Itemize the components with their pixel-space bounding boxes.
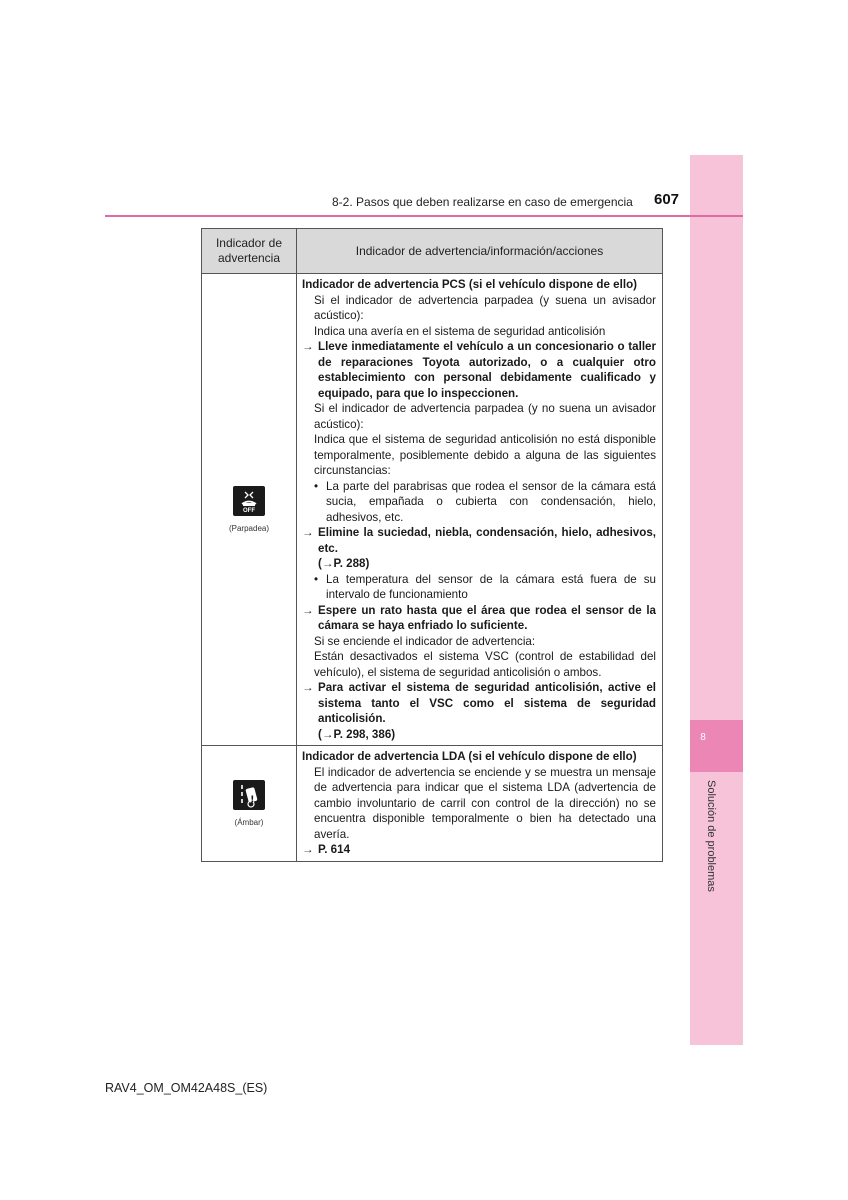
action-item <box>302 525 656 572</box>
section-title: 8-2. Pasos que deben realizarse en caso de emergencia <box>332 195 633 209</box>
indicator-cell <box>202 746 297 862</box>
arrow-icon: → <box>302 340 314 353</box>
table-row <box>202 746 663 862</box>
warning-indicator-table <box>201 228 663 862</box>
arrow-icon: → <box>302 681 314 694</box>
arrow-icon: → <box>302 843 314 856</box>
table-row <box>202 274 663 746</box>
chapter-number: 8 <box>700 732 706 743</box>
lda-lane-departure-icon <box>233 780 265 810</box>
header-rule <box>105 215 743 217</box>
paragraph: Indica una avería en el sistema de seguridad anticolisión <box>314 324 606 338</box>
paragraph: Indica que el sistema de seguridad anticolisión no está disponible temporalmente, posiblemente debido a alguna de las siguientes circunstancias: <box>314 433 656 477</box>
arrow-icon: → <box>302 603 314 617</box>
bullet-item <box>302 572 656 603</box>
action-text: Para activar el sistema de seguridad anticolisión, active el sistema tanto el VSC como el sistema de seguridad anticolisión. <box>318 681 656 725</box>
action-item <box>302 842 656 858</box>
chapter-label: Solución de problemas <box>705 780 717 892</box>
row-title: Indicador de advertencia PCS (si el vehículo dispone de ello) <box>302 278 638 291</box>
action-item <box>302 339 656 401</box>
paragraph: Si el indicador de advertencia parpadea (y suena un avisador acústico): <box>314 293 656 322</box>
document-code: RAV4_OM_OM42A48S_(ES) <box>105 1081 268 1095</box>
page-reference-link[interactable]: P. 614 <box>318 843 351 856</box>
bullet-text: La parte del parabrisas que rodea el sensor de la cámara está sucia, empañada o cubierta con condensación, hielo, adhesivos, etc. <box>326 479 656 524</box>
col-header-indicator: Indicador de advertencia <box>202 229 297 274</box>
icon-caption: (Parpadea) <box>228 524 270 533</box>
table-header-row <box>202 229 663 274</box>
row-title: Indicador de advertencia LDA (si el vehículo dispone de ello) <box>302 750 637 763</box>
bullet-icon: • <box>314 572 319 586</box>
col-header-actions: Indicador de advertencia/información/acciones <box>297 229 663 274</box>
description-cell <box>297 274 663 746</box>
action-item <box>302 680 656 742</box>
page-reference-link[interactable]: (→P. 298, 386) <box>318 727 396 741</box>
indicator-cell <box>202 274 297 746</box>
icon-off-text: OFF <box>243 508 255 514</box>
pcs-warning-off-icon <box>233 486 265 516</box>
bullet-item <box>302 479 656 526</box>
bullet-icon: • <box>314 479 319 493</box>
bullet-text: La temperatura del sensor de la cámara está fuera de su intervalo de funcionamiento <box>326 572 656 601</box>
paragraph: El indicador de advertencia se enciende y se muestra un mensaje de advertencia para indicar que el sistema LDA (advertencia de cambio involuntario de carril con control de la dirección) no se encuentra disponible temporalmente o bien ha detectado una avería. <box>314 765 656 841</box>
page-reference-link[interactable]: (→P. 288) <box>318 557 370 570</box>
action-item <box>302 603 656 634</box>
paragraph: Si el indicador de advertencia parpadea (y no suena un avisador acústico): <box>314 402 656 431</box>
svg-text:!: ! <box>250 794 255 805</box>
side-tab <box>690 155 743 1045</box>
paragraph: Si se enciende el indicador de advertencia: <box>314 634 536 648</box>
arrow-icon: → <box>302 526 314 539</box>
icon-caption: (Ámbar) <box>234 817 264 827</box>
description-cell <box>297 746 663 862</box>
action-text: Espere un rato hasta que el área que rodea el sensor de la cámara se haya enfriado lo suficiente. <box>318 603 656 632</box>
chapter-marker <box>690 720 743 772</box>
paragraph: Están desactivados el sistema VSC (control de estabilidad del vehículo), el sistema de seguridad anticolisión o ambos. <box>314 650 656 679</box>
page-number: 607 <box>654 191 680 208</box>
action-text: Elimine la suciedad, niebla, condensación, hielo, adhesivos, etc. <box>318 526 656 555</box>
action-text: Lleve inmediatamente el vehículo a un concesionario o taller de reparaciones Toyota autorizado, o a cualquier otro establecimiento con personal debidamente cualificado y equipado, para que lo inspeccionen. <box>318 340 656 400</box>
